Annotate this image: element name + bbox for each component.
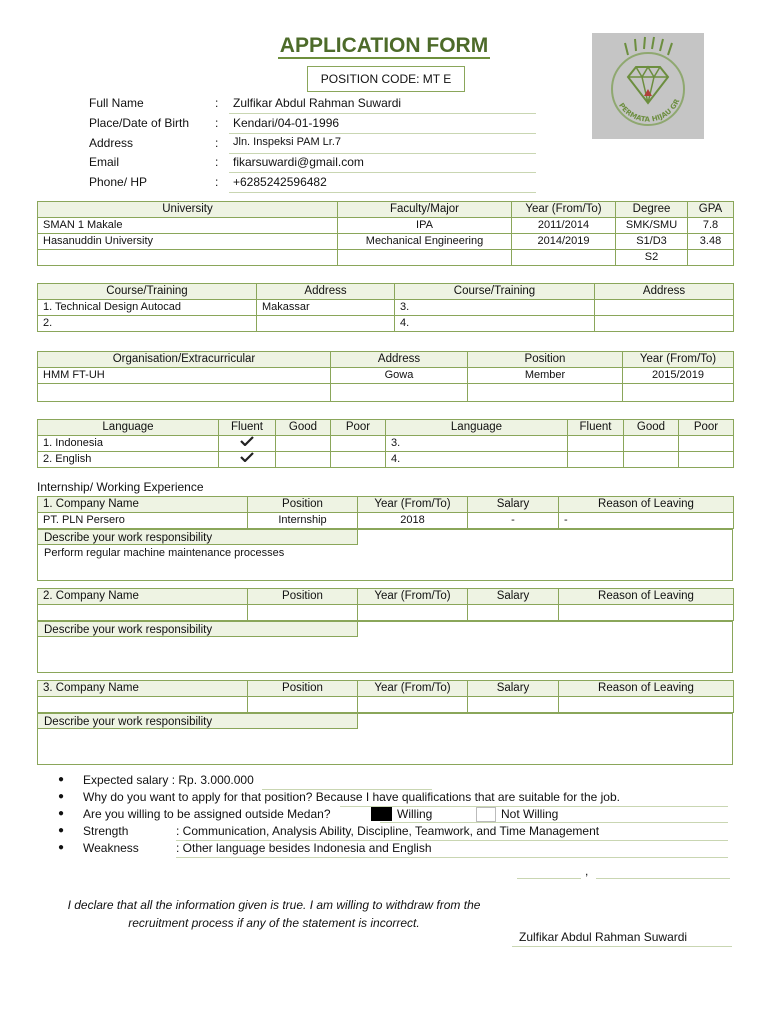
colon: : <box>215 116 219 130</box>
cell[interactable] <box>568 436 624 452</box>
table-row <box>38 234 734 250</box>
cell[interactable] <box>595 316 734 332</box>
table-row <box>38 250 734 266</box>
cell[interactable]: 4. <box>386 452 568 468</box>
cell[interactable] <box>331 436 386 452</box>
fluent-cell[interactable] <box>219 436 276 452</box>
birth-label: Place/Date of Birth <box>89 116 190 130</box>
cell[interactable]: Makassar <box>257 300 395 316</box>
strength-value[interactable]: : Communication, Analysis Ability, Discipline, Teamwork, and Time Management <box>176 824 600 838</box>
company-name-header: 1. Company Name <box>38 497 248 513</box>
cell[interactable]: - <box>559 513 734 529</box>
cell[interactable] <box>38 697 248 713</box>
col-degree: Degree <box>616 202 688 218</box>
col-position: Position <box>248 589 358 605</box>
not-willing-checkbox[interactable] <box>476 807 496 822</box>
cell[interactable] <box>248 697 358 713</box>
cell[interactable]: Hasanuddin University <box>38 234 338 250</box>
cell[interactable] <box>358 697 468 713</box>
willing-checkbox[interactable] <box>371 807 392 821</box>
organisation-table <box>37 351 734 402</box>
phone-value[interactable]: +6285242596482 <box>233 175 327 189</box>
fluent-cell[interactable] <box>219 452 276 468</box>
underline <box>176 857 728 858</box>
cell[interactable] <box>276 436 331 452</box>
cell[interactable] <box>248 605 358 621</box>
cell[interactable] <box>624 452 679 468</box>
col-language: Language <box>386 420 568 436</box>
weakness-value[interactable]: : Other language besides Indonesia and English <box>176 841 432 855</box>
signature-name: Zulfikar Abdul Rahman Suwardi <box>519 930 688 944</box>
cell[interactable]: HMM FT-UH <box>38 368 331 384</box>
table-row <box>38 605 734 621</box>
company-name-header: 3. Company Name <box>38 681 248 697</box>
checkmark-icon <box>240 452 254 462</box>
cell[interactable] <box>468 605 559 621</box>
colon: : <box>215 175 219 189</box>
svg-text:PERMATA HIJAU GROUP: PERMATA HIJAU GR <box>617 97 682 124</box>
date-separator: , <box>585 864 589 878</box>
col-salary: Salary <box>468 589 559 605</box>
table-row <box>38 368 734 384</box>
cell[interactable]: 3. <box>386 436 568 452</box>
cell[interactable]: 3. <box>395 300 595 316</box>
col-language: Language <box>38 420 219 436</box>
col-course: Course/Training <box>38 284 257 300</box>
experience-table <box>37 680 734 713</box>
cell[interactable]: 2015/2019 <box>623 368 734 384</box>
underline <box>229 172 536 173</box>
education-table <box>37 201 734 266</box>
cell[interactable]: 2014/2019 <box>512 234 616 250</box>
email-value[interactable]: fikarsuwardi@gmail.com <box>233 155 364 169</box>
email-label: Email <box>89 155 120 169</box>
table-row <box>38 436 734 452</box>
col-organisation: Organisation/Extracurricular <box>38 352 331 368</box>
cell[interactable]: PT. PLN Persero <box>38 513 248 529</box>
address-value[interactable]: Jln. Inspeksi PAM Lr.7 <box>233 136 342 148</box>
experience-table <box>37 588 734 621</box>
weakness-label: Weakness <box>83 841 139 855</box>
place-line[interactable] <box>517 878 581 879</box>
cell[interactable]: 7.8 <box>688 218 734 234</box>
full-name-value[interactable]: Zulfikar Abdul Rahman Suwardi <box>233 96 402 110</box>
col-poor: Poor <box>679 420 734 436</box>
address-label: Address <box>89 136 134 150</box>
col-reason: Reason of Leaving <box>559 497 734 513</box>
bullet-icon: ● <box>58 842 65 853</box>
cell[interactable]: Internship <box>248 513 358 529</box>
col-poor: Poor <box>331 420 386 436</box>
cell[interactable]: Gowa <box>331 368 468 384</box>
training-table <box>37 283 734 332</box>
col-position: Position <box>468 352 623 368</box>
diamond-leaf-logo-icon <box>592 33 704 139</box>
birth-value[interactable]: Kendari/04-01-1996 <box>233 116 340 130</box>
strength-label: Strength <box>83 824 129 838</box>
cell[interactable] <box>38 250 338 266</box>
cell[interactable]: S1/D3 <box>616 234 688 250</box>
cell[interactable]: Mechanical Engineering <box>338 234 512 250</box>
col-position: Position <box>248 681 358 697</box>
not-willing-label: Not Willing <box>501 807 559 821</box>
cell[interactable]: 1. Technical Design Autocad <box>38 300 257 316</box>
cell[interactable] <box>679 436 734 452</box>
cell[interactable] <box>338 250 512 266</box>
table-row <box>38 697 734 713</box>
checkmark-icon <box>240 436 254 446</box>
table-row <box>38 218 734 234</box>
experience-table <box>37 496 734 529</box>
cell[interactable] <box>276 452 331 468</box>
why-apply[interactable]: Why do you want to apply for that position? Because I have qualifications that are suitable for the job. <box>83 790 620 804</box>
cell[interactable]: 4. <box>395 316 595 332</box>
colon: : <box>215 155 219 169</box>
cell[interactable] <box>559 697 734 713</box>
company-logo <box>592 33 704 139</box>
col-address: Address <box>595 284 734 300</box>
cell[interactable]: SMK/SMU <box>616 218 688 234</box>
table-row <box>38 384 734 402</box>
table-row <box>38 300 734 316</box>
col-address: Address <box>331 352 468 368</box>
cell[interactable] <box>679 452 734 468</box>
colon: : <box>215 136 219 150</box>
col-year: Year (From/To) <box>623 352 734 368</box>
col-position: Position <box>248 497 358 513</box>
col-address: Address <box>257 284 395 300</box>
cell[interactable]: 2. <box>38 316 257 332</box>
cell[interactable]: 2. English <box>38 452 219 468</box>
table-row <box>38 513 734 529</box>
col-faculty: Faculty/Major <box>338 202 512 218</box>
cell[interactable]: IPA <box>338 218 512 234</box>
cell[interactable]: 2018 <box>358 513 468 529</box>
phone-label: Phone/ HP <box>89 175 148 189</box>
position-code: POSITION CODE: MT E <box>307 66 465 92</box>
col-year: Year (From/To) <box>358 497 468 513</box>
cell[interactable] <box>38 384 331 402</box>
form-title: APPLICATION FORM <box>279 34 489 57</box>
willing-question: Are you willing to be assigned outside Medan? <box>83 807 331 821</box>
cell[interactable] <box>468 697 559 713</box>
col-fluent: Fluent <box>568 420 624 436</box>
col-salary: Salary <box>468 497 559 513</box>
cell[interactable] <box>331 452 386 468</box>
underline <box>229 113 536 114</box>
underline <box>229 192 536 193</box>
describe-label: Describe your work responsibility <box>37 713 358 729</box>
bullet-icon: ● <box>58 808 65 819</box>
cell[interactable] <box>559 605 734 621</box>
cell[interactable]: - <box>468 513 559 529</box>
col-year: Year (From/To) <box>512 202 616 218</box>
cell[interactable]: 1. Indonesia <box>38 436 219 452</box>
col-year: Year (From/To) <box>358 681 468 697</box>
underline <box>380 822 728 823</box>
cell[interactable]: 3.48 <box>688 234 734 250</box>
cell[interactable]: Member <box>468 368 623 384</box>
cell[interactable] <box>468 384 623 402</box>
full-name-label: Full Name <box>89 96 144 110</box>
expected-salary[interactable]: Expected salary : Rp. 3.000.000 <box>83 773 254 787</box>
signature-line <box>512 946 732 947</box>
table-row <box>38 316 734 332</box>
cell[interactable] <box>358 605 468 621</box>
experience-title: Internship/ Working Experience <box>37 480 204 494</box>
col-gpa: GPA <box>688 202 734 218</box>
language-table <box>37 419 734 468</box>
date-line[interactable] <box>596 878 730 879</box>
willing-label: Willing <box>397 807 433 821</box>
cell[interactable] <box>595 300 734 316</box>
cell[interactable] <box>38 605 248 621</box>
bullet-icon: ● <box>58 825 65 836</box>
col-salary: Salary <box>468 681 559 697</box>
cell[interactable] <box>623 384 734 402</box>
col-fluent: Fluent <box>219 420 276 436</box>
cell[interactable] <box>624 436 679 452</box>
company-name-header: 2. Company Name <box>38 589 248 605</box>
description-text[interactable]: Perform regular machine maintenance processes <box>44 547 285 559</box>
cell[interactable]: S2 <box>616 250 688 266</box>
underline <box>229 133 536 134</box>
cell[interactable]: 2011/2014 <box>512 218 616 234</box>
cell[interactable] <box>331 384 468 402</box>
table-row <box>38 452 734 468</box>
colon: : <box>215 96 219 110</box>
col-good: Good <box>624 420 679 436</box>
describe-label: Describe your work responsibility <box>37 621 358 637</box>
underline <box>229 153 536 154</box>
cell[interactable] <box>688 250 734 266</box>
col-course: Course/Training <box>395 284 595 300</box>
bullet-icon: ● <box>58 774 65 785</box>
cell[interactable]: SMAN 1 Makale <box>38 218 338 234</box>
col-year: Year (From/To) <box>358 589 468 605</box>
declaration-text: I declare that all the information given is true. I am willing to withdraw from the recruitment process if any of the statement is incorrect. <box>67 898 481 930</box>
col-university: University <box>38 202 338 218</box>
col-reason: Reason of Leaving <box>559 681 734 697</box>
describe-label: Describe your work responsibility <box>37 529 358 545</box>
cell[interactable] <box>512 250 616 266</box>
cell[interactable] <box>257 316 395 332</box>
cell[interactable] <box>568 452 624 468</box>
col-reason: Reason of Leaving <box>559 589 734 605</box>
bullet-icon: ● <box>58 791 65 802</box>
col-good: Good <box>276 420 331 436</box>
